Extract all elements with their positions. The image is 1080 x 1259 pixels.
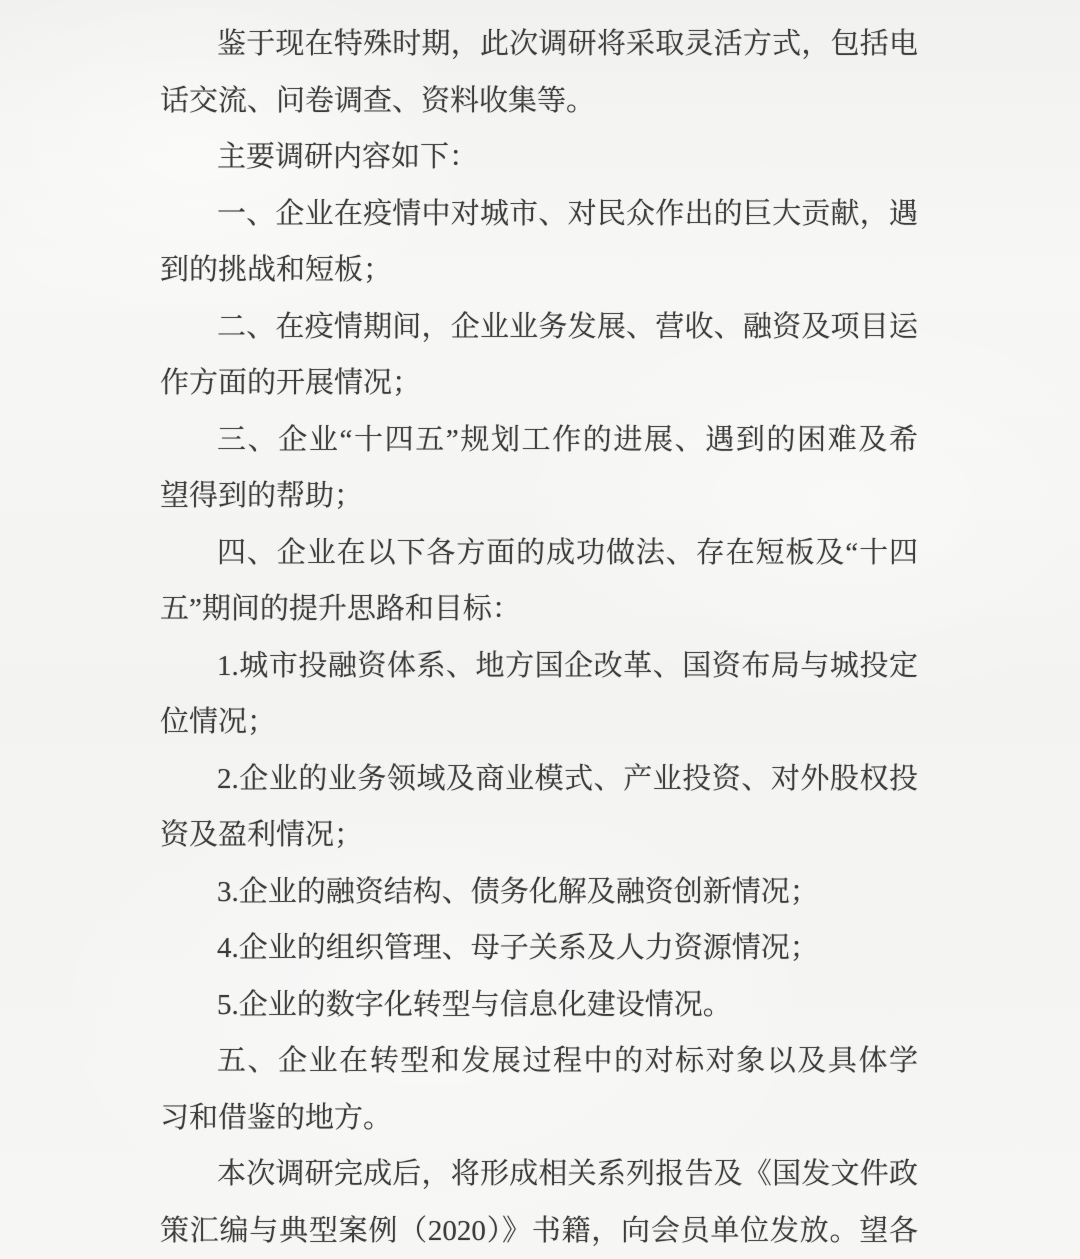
- text-line: 策汇编与典型案例（2020）》书籍，向会员单位发放。望各: [160, 1214, 918, 1247]
- text-line: 4.企业的组织管理、母子关系及人力资源情况；: [217, 932, 819, 964]
- text-line: 一、企业在疫情中对城市、对民众作出的巨大贡献，遇: [217, 197, 918, 230]
- text-line: 本次调研完成后，将形成相关系列报告及《国发文件政: [217, 1158, 918, 1190]
- text-line: 五、企业在转型和发展过程中的对标对象以及具体学: [217, 1045, 918, 1077]
- text-line: 主要调研内容如下：: [217, 141, 479, 173]
- text-line: 话交流、问卷调查、资料收集等。: [160, 84, 596, 117]
- text-line: 望得到的帮助；: [160, 480, 364, 512]
- text-line: 到的挑战和短板；: [160, 254, 393, 286]
- text-line: 四、企业在以下各方面的成功做法、存在短板及“十四: [217, 536, 918, 569]
- document-body: [160, 16, 918, 1259]
- text-line: 1.城市投融资体系、地方国企改革、国资布局与城投定: [217, 649, 918, 682]
- text-line: 三、企业“十四五”规划工作的进展、遇到的困难及希: [217, 423, 918, 456]
- text-line: 5.企业的数字化转型与信息化建设情况。: [217, 988, 732, 1021]
- text-line: 位情况；: [160, 706, 277, 738]
- text-line: 2.企业的业务领域及商业模式、产业投资、对外股权投: [217, 762, 918, 795]
- text-line: 作方面的开展情况；: [160, 367, 422, 399]
- text-line: 鉴于现在特殊时期，此次调研将采取灵活方式，包括电: [217, 28, 918, 60]
- text-line: 资及盈利情况；: [160, 819, 364, 851]
- text-line: 3.企业的融资结构、债务化解及融资创新情况；: [217, 875, 819, 908]
- text-line: 五”期间的提升思路和目标：: [160, 593, 521, 625]
- text-line: 二、在疫情期间，企业业务发展、营收、融资及项目运: [217, 310, 918, 343]
- text-line: 习和借鉴的地方。: [160, 1101, 393, 1134]
